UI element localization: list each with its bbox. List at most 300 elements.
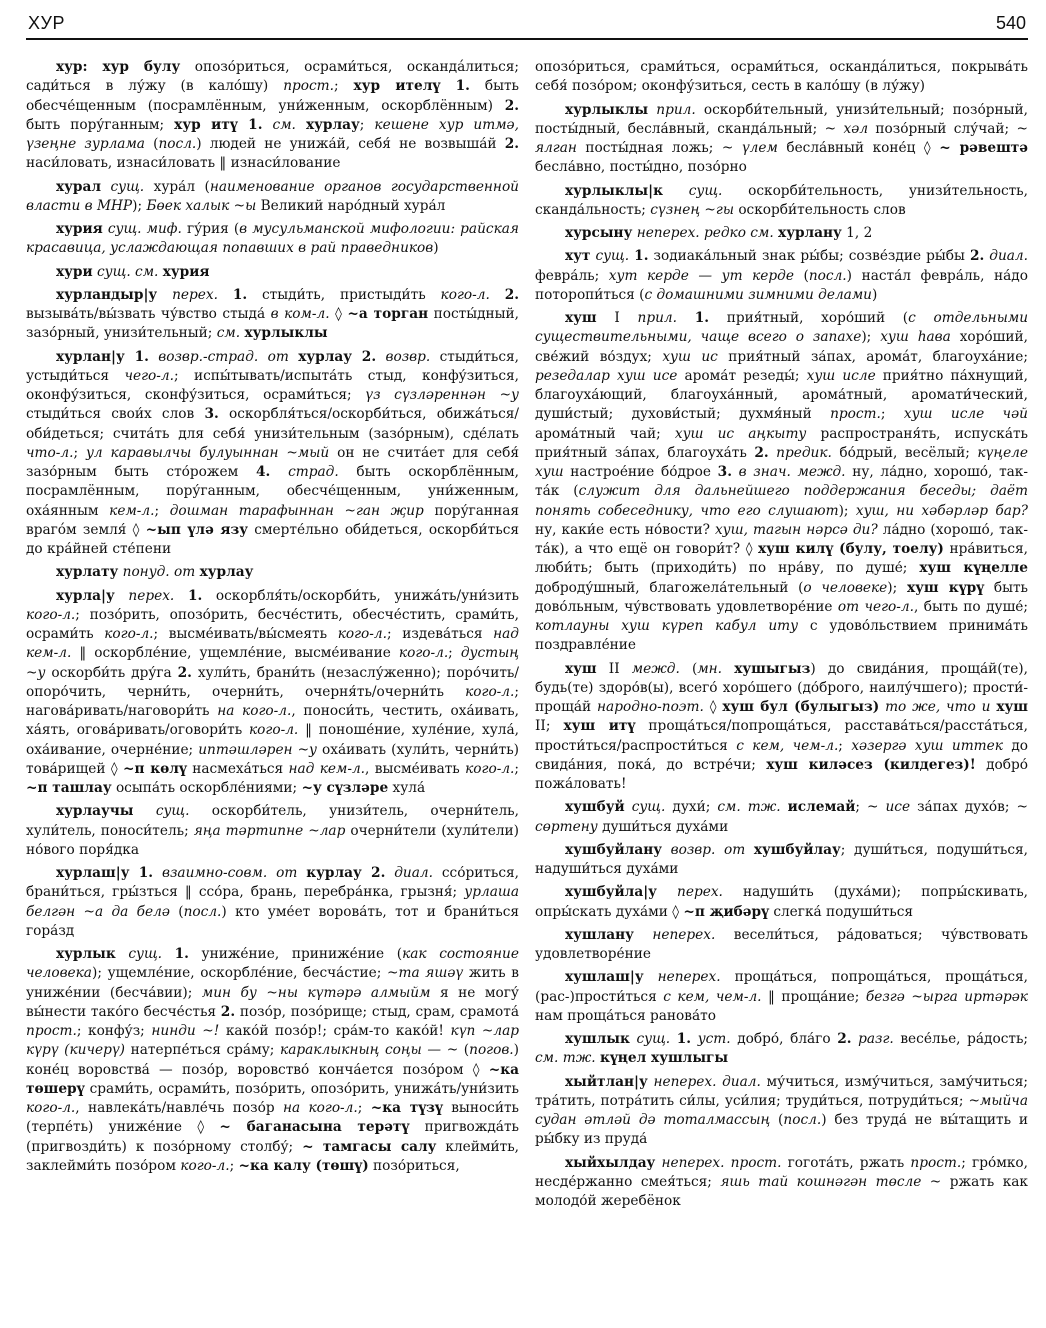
entry-text: ссо́риться, брани́ться, гры́зться ‖ ссо́ра, брань, перебра́нка, грызня́;: [26, 865, 519, 901]
headword: хушлык: [565, 1031, 630, 1047]
entry-text: ;: [359, 116, 375, 133]
headword: хушбуй: [565, 799, 625, 816]
entry-text: хурлану: [778, 225, 842, 241]
entry-text: безгә ~ырга иртәрәк: [865, 988, 1028, 1005]
entry-text: посл.: [783, 1112, 822, 1128]
entry-text: , высме́ивать: [365, 760, 466, 777]
entry-text: быть дово́льным, чу́вствовать удовлетворе́ние: [535, 579, 1028, 615]
entry-text: (: [144, 136, 159, 152]
entry-text: погов.: [469, 1042, 514, 1059]
entry-text: см. тж.: [717, 799, 781, 816]
entry-text: ул каравылчы булуыннан ~мый: [85, 444, 330, 461]
entry-text: күп ~лар күрү (кичерү): [26, 1023, 519, 1059]
entry-text: хуш: [996, 699, 1028, 715]
dictionary-entry: [535, 58, 1028, 97]
entry-text: опозо́риться, срами́ться, осрами́ться, оскандáлиться, покрыва́ть себя́ позо́ром; оконфу́зиться, сесть в кало́шу (в лу́жу): [535, 59, 1028, 95]
entry-text: урлаша белгән ~а да белә: [26, 884, 519, 920]
entry-text: );: [838, 502, 856, 519]
entry-text: кого-л.: [465, 683, 515, 700]
entry-text: оскорби́ть дру́га: [45, 664, 178, 681]
entry-text: [745, 842, 754, 858]
entry-text: неперех. редко см.: [636, 225, 774, 241]
entry-text: 1.: [694, 310, 709, 326]
entry-text: хәзергә хуш иттек: [851, 737, 1003, 754]
entry-text: дустың ~у: [26, 645, 519, 681]
entry-text: см.: [216, 325, 241, 342]
dictionary-entry: [26, 945, 519, 1176]
dictionary-entry: [26, 587, 519, 799]
entry-text: ) коне́ц воровства́ — позо́р, воровство́ конча́ется позо́ром ◊: [26, 1042, 519, 1078]
entry-text: прост.: [830, 406, 881, 423]
headword: хурлыклы|к: [565, 182, 663, 199]
entry-text: );: [132, 197, 147, 214]
entry-text: ;: [154, 502, 170, 519]
headword: хур: хур булу: [56, 59, 181, 75]
entry-text: ); ущемле́ние, оскорбле́ние, бесча́стие;: [91, 965, 388, 982]
entry-text: [625, 799, 632, 815]
entry-text: 1.: [676, 1031, 692, 1047]
entry-text: ; высме́ивать/вы́смеять: [153, 626, 338, 642]
entry-text: прост.: [26, 1023, 77, 1039]
entry-text: настрое́ние бо́дрое: [563, 464, 718, 480]
entry-text: дошман тарафыннан ~ган җир: [169, 502, 424, 519]
headword: хыйтлан|у: [565, 1073, 648, 1090]
dictionary-entry: [535, 101, 1028, 178]
entry-text: караклыкның соңы — ~: [280, 1042, 459, 1059]
entry-text: хурлау 2.: [298, 348, 377, 365]
entry-text: );: [887, 579, 907, 596]
entry-text: хуш күрү: [906, 579, 985, 596]
entry-text: ) до свида́ния, проща́й(те), будь(те) здоро́в(ы), всего́ хоро́шего (до́брого, наилу́чшего); прости́-проща́й: [535, 660, 1028, 715]
entry-text: II;: [535, 718, 564, 735]
entry-text: кого-л.: [26, 606, 76, 623]
headword: хурлаш|у 1.: [56, 865, 154, 881]
entry-text: хула́: [388, 780, 426, 796]
entry-text: сущ. см.: [97, 263, 159, 280]
entry-text: за́пах духо́в;: [910, 799, 1017, 816]
entry-text: возвр. от: [670, 841, 746, 858]
entry-text: посл.: [183, 903, 222, 920]
entry-text: I: [596, 310, 638, 326]
entry-text: 4.: [256, 464, 271, 480]
entry-text: февра́ль;: [535, 267, 609, 284]
entry-text: 2.: [504, 286, 519, 303]
entry-text: ~ рәвештә: [939, 140, 1028, 156]
entry-text: [644, 969, 658, 985]
entry-text: пору́ганная врагóм земля́ ◊: [26, 502, 519, 538]
dictionary-entry: [535, 224, 1028, 243]
entry-text: прия́тный за́пах, аромáт, благоуха́ние;: [717, 348, 1028, 365]
entry-text: ): [872, 286, 878, 303]
entry-text: хуш һава: [880, 329, 951, 346]
entry-text: зодиака́льный знак ры́бы; созве́здие ры́бы: [648, 248, 970, 265]
entry-text: Великий наро́дный хура́л: [256, 197, 446, 214]
entry-text: ;: [334, 78, 354, 95]
entry-text: 3.: [717, 464, 732, 480]
entry-text: слегка́ подуши́ться: [768, 903, 914, 920]
entry-text: хоро́ший, све́жий во́здух;: [535, 329, 1028, 365]
entry-text: сущ.: [128, 946, 163, 962]
entry-text: [657, 884, 677, 900]
entry-text: [153, 865, 162, 881]
dictionary-entry: [535, 841, 1028, 880]
entry-text: күңеле хуш: [535, 444, 1028, 480]
entry-text: ~ка түзү: [370, 1100, 443, 1116]
entry-text: посл.: [158, 136, 197, 152]
dictionary-entry: [26, 58, 519, 174]
entry-text: [722, 661, 734, 677]
entry-text: на кого-л.: [282, 1100, 358, 1116]
entry-text: понуд. от: [122, 564, 196, 581]
entry-text: нинди ~!: [151, 1023, 220, 1039]
entry-text: 2.: [504, 97, 519, 114]
entry-text: ;: [855, 799, 868, 816]
entry-text: иптәшләрен ~у: [198, 741, 317, 758]
dictionary-entry: [535, 1030, 1028, 1069]
entry-text: униже́ние, приниже́ние (: [188, 946, 403, 962]
entry-text: [116, 946, 129, 962]
entry-text: кого-л.: [104, 626, 154, 642]
entry-text: курлау 2.: [306, 865, 386, 881]
entry-text: ;: [880, 406, 904, 423]
entry-text: хуш бул (булыгыз): [722, 699, 880, 715]
headword: хыйхылдау: [565, 1154, 656, 1171]
entry-text: хушбуйлау: [753, 841, 841, 858]
entry-text: [157, 287, 172, 303]
entry-text: ~ка төшерү: [26, 1061, 519, 1097]
entry-text: оскорбля́ть/оскорби́ть, унижа́ть/уни́зить: [202, 587, 519, 604]
entry-text: ) людей не унижа́й, себя́ не возвыша́й: [196, 136, 505, 152]
entry-text: кешене хур итмә, үзеңне зурлама: [26, 116, 519, 152]
entry-text: [663, 183, 689, 199]
entry-text: [115, 588, 129, 604]
entry-text: ну, ла́дно, хорошо́, так-та́к (: [535, 464, 1028, 500]
entry-text: [296, 117, 306, 133]
entry-text: оскорби́тельность слов: [733, 201, 906, 218]
entry-text: 1.: [232, 286, 248, 303]
entry-text: очерни́тели (хули́тели) но́вого поря́дка: [26, 822, 519, 858]
entry-text: сущ.: [688, 182, 723, 199]
entry-text: оскорби́тельность, унизи́тельность, сканда́льность;: [535, 182, 1028, 218]
headword: хушбуйлану: [565, 841, 662, 858]
entry-text: неперех. диал.: [653, 1073, 761, 1090]
right-column: [535, 58, 1028, 1318]
entry-text: чего-л.: [124, 367, 174, 384]
entry-text: ~ сөртену: [535, 799, 1028, 835]
entry-text: позо́риться,: [368, 1157, 460, 1174]
entry-text: перех.: [677, 884, 723, 901]
entry-text: Бөек халык ~ы: [146, 197, 257, 214]
entry-text: сущ.: [636, 1031, 671, 1047]
headword: хуш: [565, 310, 597, 326]
entry-text: хурлау: [305, 116, 360, 133]
entry-text: ;: [448, 645, 461, 662]
entry-text: [670, 1031, 677, 1047]
entry-text: 2.: [177, 664, 192, 681]
entry-text: сущ.: [155, 803, 190, 820]
entry-text: ‖ проща́ние;: [761, 988, 866, 1005]
entry-text: [385, 865, 394, 881]
entry-text: бесла́вно, посты́дно, позо́рно: [535, 159, 747, 176]
entry-text: ~ баганасына терәтү: [219, 1119, 410, 1136]
page-header: [26, 0, 1028, 40]
entry-text: [270, 464, 288, 480]
entry-text: ~ исе: [867, 799, 911, 816]
entry-text: 1, 2: [841, 225, 873, 241]
entry-text: ~п көлү: [123, 760, 187, 777]
entry-text: бесла́вный коне́ц ◊: [777, 140, 940, 156]
entry-text: хуш ис: [662, 348, 718, 365]
entry-text: ; гро́мко, несде́ржанно смея́ться;: [535, 1154, 1028, 1190]
headword: хушлану: [565, 926, 634, 943]
entry-text: быть обесче́щенным (посрамлённым, уни́женным, оскорблённым): [26, 78, 519, 114]
entry-text: [162, 946, 175, 962]
entry-text: үз сүзләреннән ~у: [365, 387, 519, 403]
entry-text: сущ.: [631, 799, 666, 816]
dictionary-entry: [535, 1154, 1028, 1212]
entry-text: 2.: [837, 1031, 852, 1047]
entry-text: сүзнең ~гы: [650, 201, 734, 218]
entry-text: хурлау: [199, 564, 254, 581]
entry-text: котлауны хуш күреп кабул иту: [535, 618, 799, 634]
entry-text: хули́ть, брани́ть (незаслу́женно); поро́чить/опоро́чить, черни́ть, очерни́ть, очерня́ть/очерни́ть: [26, 664, 519, 700]
entry-text: [677, 310, 695, 326]
entry-text: [634, 927, 652, 943]
entry-text: с удово́льствием принима́ть поздравле́ние: [535, 618, 1028, 654]
entry-text: добро́ пожа́ловать!: [535, 756, 1028, 792]
entry-text: над кем-л.: [288, 760, 366, 777]
entry-text: 2.: [220, 1003, 236, 1020]
entry-text: добро́, бла́го: [730, 1031, 838, 1047]
entry-text: ~ка калу (төшү): [238, 1157, 369, 1174]
entry-text: гу́рия (: [181, 221, 240, 237]
entry-text: надуши́ть (духа́ми); попры́скивать, опры́скать духа́ми ◊: [535, 884, 1028, 920]
entry-text: неперех.: [657, 969, 721, 986]
entry-text: духи́;: [665, 799, 718, 816]
entry-text: быть пору́ганным;: [26, 116, 175, 133]
entry-text: арома́тный чай;: [535, 425, 675, 442]
entry-text: ‖ поноше́ние, хуле́ние, хула́, оха́ивание, очерне́ние;: [26, 722, 519, 758]
entry-text: жить в униже́нии (бесча́вии);: [26, 965, 519, 1001]
entry-text: стыди́ться, устыди́ться: [26, 348, 519, 384]
entry-text: позо́р, позо́рище; стыд, срам, срамота́: [235, 1003, 519, 1020]
entry-text: ; испы́тывать/испыта́ть стыд, конфу́зиться, оконфу́зиться, сконфу́зиться, осрами́ться;: [26, 367, 519, 403]
headword: хурлык: [56, 946, 116, 962]
entry-text: весе́лье, ра́дость;: [893, 1031, 1028, 1047]
entry-text: хуш, тагын нәрсә ди?: [714, 521, 878, 538]
entry-text: [218, 287, 233, 303]
dictionary-entry: [26, 348, 519, 560]
entry-text: ~мыйча судан әтләй дә тоталмассың: [535, 1092, 1028, 1128]
entry-text: хут керде — ут керде: [608, 267, 794, 284]
entry-text: предик.: [776, 444, 832, 461]
entry-text: ~та яшәү: [387, 965, 464, 982]
dictionary-entry: [26, 563, 519, 582]
entry-text: мин бу ~ны күтәрә алмыйм: [201, 984, 431, 1001]
dictionary-entry: [26, 263, 519, 282]
entry-text: , поноси́ть, честить, оха́ивать, ха́ять, огова́ривать/оговори́ть: [26, 703, 519, 739]
entry-text: [149, 349, 158, 365]
headword: хурландыр|у: [56, 286, 158, 303]
entry-text: (: [458, 1042, 470, 1059]
entry-text: оскорби́тельный, унизи́тельный; позо́рный, посты́дный, бесла́вный, сканда́льный;: [535, 101, 1028, 137]
entry-text: прост.: [283, 78, 335, 95]
entry-text: нра́виться, люби́ть; быть (приходи́ть) по нра́ву, по душе́;: [535, 541, 1028, 577]
entry-text: яшь тай кошнәгән төсле ~: [720, 1173, 942, 1190]
entry-text: , навлека́ть/навле́чь позо́р: [75, 1100, 283, 1116]
entry-text: до свида́ния, пока́, до встре́чи;: [535, 737, 1028, 773]
entry-text: [289, 349, 298, 365]
dictionary-entry: [535, 1073, 1028, 1150]
headword: хурлыклы: [565, 101, 649, 118]
entry-text: 2.: [969, 248, 985, 265]
entry-text: ; издева́ться: [386, 626, 494, 642]
entry-text: он не счита́ет для себя́ зазо́рным быть сто́рожем: [26, 444, 519, 480]
entry-text: [662, 842, 671, 858]
entry-text: ну, каки́е есть но́вости?: [535, 521, 715, 538]
dictionary-entry: [535, 798, 1028, 837]
entry-text: неперех. прост.: [661, 1154, 782, 1171]
entry-text: хуш күңелле: [919, 560, 1028, 577]
entry-text: [490, 287, 505, 303]
entry-text: над кем-л.: [26, 626, 519, 662]
entry-text: ; нагова́ривать/наговори́ть: [26, 683, 519, 719]
entry-text: с отдельными существительными, чаще всего о запахе: [535, 310, 1028, 346]
entry-text: кого-л.: [465, 760, 515, 777]
entry-text: арома́т резеды́;: [677, 367, 807, 384]
entry-text: хуш, ни хәбәрләр бар?: [855, 502, 1028, 519]
entry-text: кем-л.: [109, 502, 155, 519]
entry-text: резедалар хуш исе: [535, 367, 678, 384]
entry-text: проща́ться, попроща́ться, проща́ться, (рас-)прости́ться: [535, 969, 1028, 1005]
entry-text: [732, 464, 739, 480]
entry-text: како́й позо́р!; сра́м-то како́й!: [219, 1023, 451, 1039]
entry-text: II: [596, 660, 632, 677]
entry-text: (: [770, 1112, 784, 1128]
entry-text: );: [861, 329, 881, 346]
entry-text: ‖ оскорбле́ние, ущемле́ние, высме́ивание: [71, 645, 399, 662]
entry-text: хуш исле: [806, 367, 876, 384]
entry-text: 1.: [174, 946, 189, 962]
entry-text: распространя́ть, испуска́ть прия́тный за́пах, благоуха́ть: [535, 425, 1028, 461]
entry-text: диал.: [989, 248, 1028, 265]
entry-text: стыди́ться свои́х слов: [26, 406, 205, 423]
headword: хурлаучы: [56, 803, 134, 820]
entry-text: ~ ялган: [535, 120, 1028, 156]
entry-text: срами́ть, осрами́ть, позо́рить, опозо́рить, унижа́ть/уни́зить: [84, 1080, 519, 1097]
entry-text: ;: [357, 1100, 371, 1116]
entry-text: 2.: [754, 444, 769, 461]
entry-text: оскорби́тель, унизи́тель, очерни́тель, хули́тель, поноси́тель;: [26, 803, 519, 839]
entry-text: , быть по душе́;: [913, 598, 1028, 615]
entry-text: пригвожда́ть (пригвозди́ть) к позо́рному столбу́;: [26, 1119, 519, 1155]
entry-text: посты́дная ложь;: [576, 140, 722, 156]
entry-text: [297, 865, 306, 881]
headword: хурсыну: [565, 225, 633, 241]
entry-text: ; души́ться, подуши́ться, надуши́ться духа́ми: [535, 841, 1028, 877]
entry-text: 2.: [504, 136, 519, 152]
entry-text: перех.: [128, 587, 175, 604]
entry-text: нам проща́ться ранова́то: [535, 1007, 716, 1024]
entry-text: [262, 117, 272, 133]
entry-text: как состояние человека: [26, 946, 519, 982]
left-column: [26, 58, 519, 1318]
entry-text: на кого-л.: [217, 703, 292, 719]
entry-text: ржать как молодо́й жеребёнок: [535, 1173, 1028, 1209]
entry-text: [691, 1031, 698, 1047]
headword: хуш: [565, 660, 597, 677]
entry-text: хурия: [162, 263, 210, 280]
entry-text: народно-поэт.: [597, 699, 704, 715]
entry-text: диал.: [394, 865, 433, 881]
headword: хурлату: [56, 564, 119, 581]
entry-text: выноси́ть (терпе́ть) униже́ние ◊: [26, 1100, 519, 1136]
entry-text: ~ып үлә язу: [145, 521, 249, 538]
entry-text: ) наста́л февра́ль, на́до поторопи́ться (: [535, 267, 1028, 303]
entry-text: 3.: [204, 406, 219, 423]
entry-text: бо́дрый, весёлый;: [831, 444, 978, 461]
headword: хурия: [56, 221, 103, 237]
entry-text: в мусульманской мифологии: райская красавица, услаждающая попавших в рай праведников: [26, 221, 519, 257]
entry-text: мн.: [697, 660, 723, 677]
dictionary-entry: [26, 864, 519, 941]
entry-text: 1.: [187, 587, 203, 604]
entry-text: ~ үлем: [721, 140, 778, 156]
entry-text: (: [793, 267, 809, 284]
entry-text: уст.: [697, 1031, 731, 1047]
entry-text: хурлыклы: [244, 325, 328, 342]
entry-text: возвр.-страд. от: [158, 348, 289, 365]
entry-text: [781, 799, 788, 815]
dictionary-entry: [535, 968, 1028, 1026]
entry-text: с домашними зимними делами: [644, 286, 872, 303]
entry-text: посл.: [808, 267, 847, 284]
entry-text: что-л.: [26, 444, 74, 461]
entry-text: в ком-л.: [270, 306, 330, 322]
entry-text: с кем, чем-л.: [736, 737, 839, 754]
entry-text: натерпе́ться сра́му;: [125, 1042, 281, 1059]
entry-text: стыди́ть, пристыди́ть: [247, 286, 441, 303]
entry-text: (: [169, 903, 184, 920]
entry-text: прия́тно па́хнущий, благоуха́ющий, благоуха́нный, арома́тный, аромати́ческий, души́стый; духови́стый; духмя́ный: [535, 367, 1028, 423]
dictionary-entry: [535, 660, 1028, 795]
entry-text: ◊: [329, 306, 348, 322]
entry-text: см. тж.: [535, 1050, 596, 1067]
entry-text: то же, что и: [885, 699, 991, 715]
entry-text: прил.: [637, 310, 677, 326]
page-number: 540: [995, 13, 1026, 33]
entry-text: кого-л.: [180, 1157, 230, 1174]
entry-text: быть оскорблённым, посрамлённым, пору́ганным, обесче́щенным, уни́женным, оха́янным: [26, 464, 519, 519]
entry-text: [174, 588, 188, 604]
entry-text: оха́ивать (хули́ть, черни́ть) това́рищей ◊: [26, 741, 519, 777]
headword: хушбуйла|у: [565, 884, 657, 901]
entry-text: ; позо́рить, опозо́рить, бесче́стить, обесче́стить, срами́ть, осрами́ть: [26, 606, 519, 642]
entry-text: с кем, чем-л.: [663, 988, 762, 1005]
dictionary-entry: [535, 309, 1028, 656]
entry-text: см.: [272, 116, 296, 133]
entry-text: ; конфу́з;: [76, 1023, 152, 1039]
entry-text: ) без труда́ не вы́тащить и ры́бку из пруда́: [535, 1112, 1028, 1148]
entry-text: наименование органов государственной власти в МНР: [26, 178, 519, 214]
entry-text: кого-л.: [337, 626, 387, 642]
headword: хушлаш|у: [565, 969, 644, 986]
entry-text: хур ителү 1.: [353, 78, 470, 95]
entry-text: разг.: [858, 1031, 894, 1047]
entry-text: ;: [838, 737, 852, 754]
entry-text: осыпа́ть оскорбле́ниями;: [111, 780, 302, 796]
entry-text: души́ться духа́ми: [597, 818, 729, 835]
